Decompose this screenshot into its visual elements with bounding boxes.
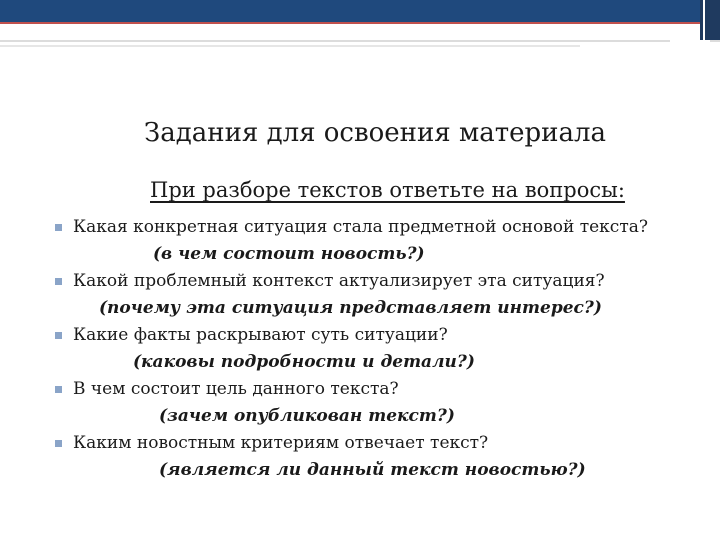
square-bullet-icon — [55, 224, 62, 231]
square-bullet-icon — [55, 278, 62, 285]
slide-subtitle: При разборе текстов ответьте на вопросы: — [150, 178, 625, 202]
question-text: Каким новостным критериям отвечает текст? — [55, 430, 715, 457]
header-blue-bar — [0, 0, 700, 22]
header-corner-block — [700, 0, 720, 40]
square-bullet-icon — [55, 440, 62, 447]
square-bullet-icon — [55, 332, 62, 339]
question-hint: (является ли данный текст новостью?) — [159, 460, 586, 480]
list-item — [55, 430, 715, 484]
question-hint: (почему эта ситуация представляет интерес?) — [99, 298, 602, 318]
question-text: В чем состоит цель данного текста? — [55, 376, 715, 403]
list-item — [55, 214, 715, 268]
question-hint: (в чем состоит новость?) — [153, 244, 425, 264]
question-text: Какие факты раскрывают суть ситуации? — [55, 322, 715, 349]
question-hint: (каковы подробности и детали?) — [133, 352, 475, 372]
list-item — [55, 322, 715, 376]
question-hint: (зачем опубликован текст?) — [159, 406, 455, 426]
question-list — [55, 214, 715, 484]
header-divider-line — [0, 40, 670, 42]
header-divider-line-right — [710, 40, 720, 42]
list-item — [55, 376, 715, 430]
slide-title: Задания для освоения материала — [144, 118, 606, 148]
header-divider-line-secondary — [0, 45, 580, 47]
square-bullet-icon — [55, 386, 62, 393]
question-text: Какой проблемный контекст актуализирует эта ситуация? — [55, 268, 715, 295]
question-text: Какая конкретная ситуация стала предметной основой текста? — [55, 214, 715, 241]
list-item — [55, 268, 715, 322]
